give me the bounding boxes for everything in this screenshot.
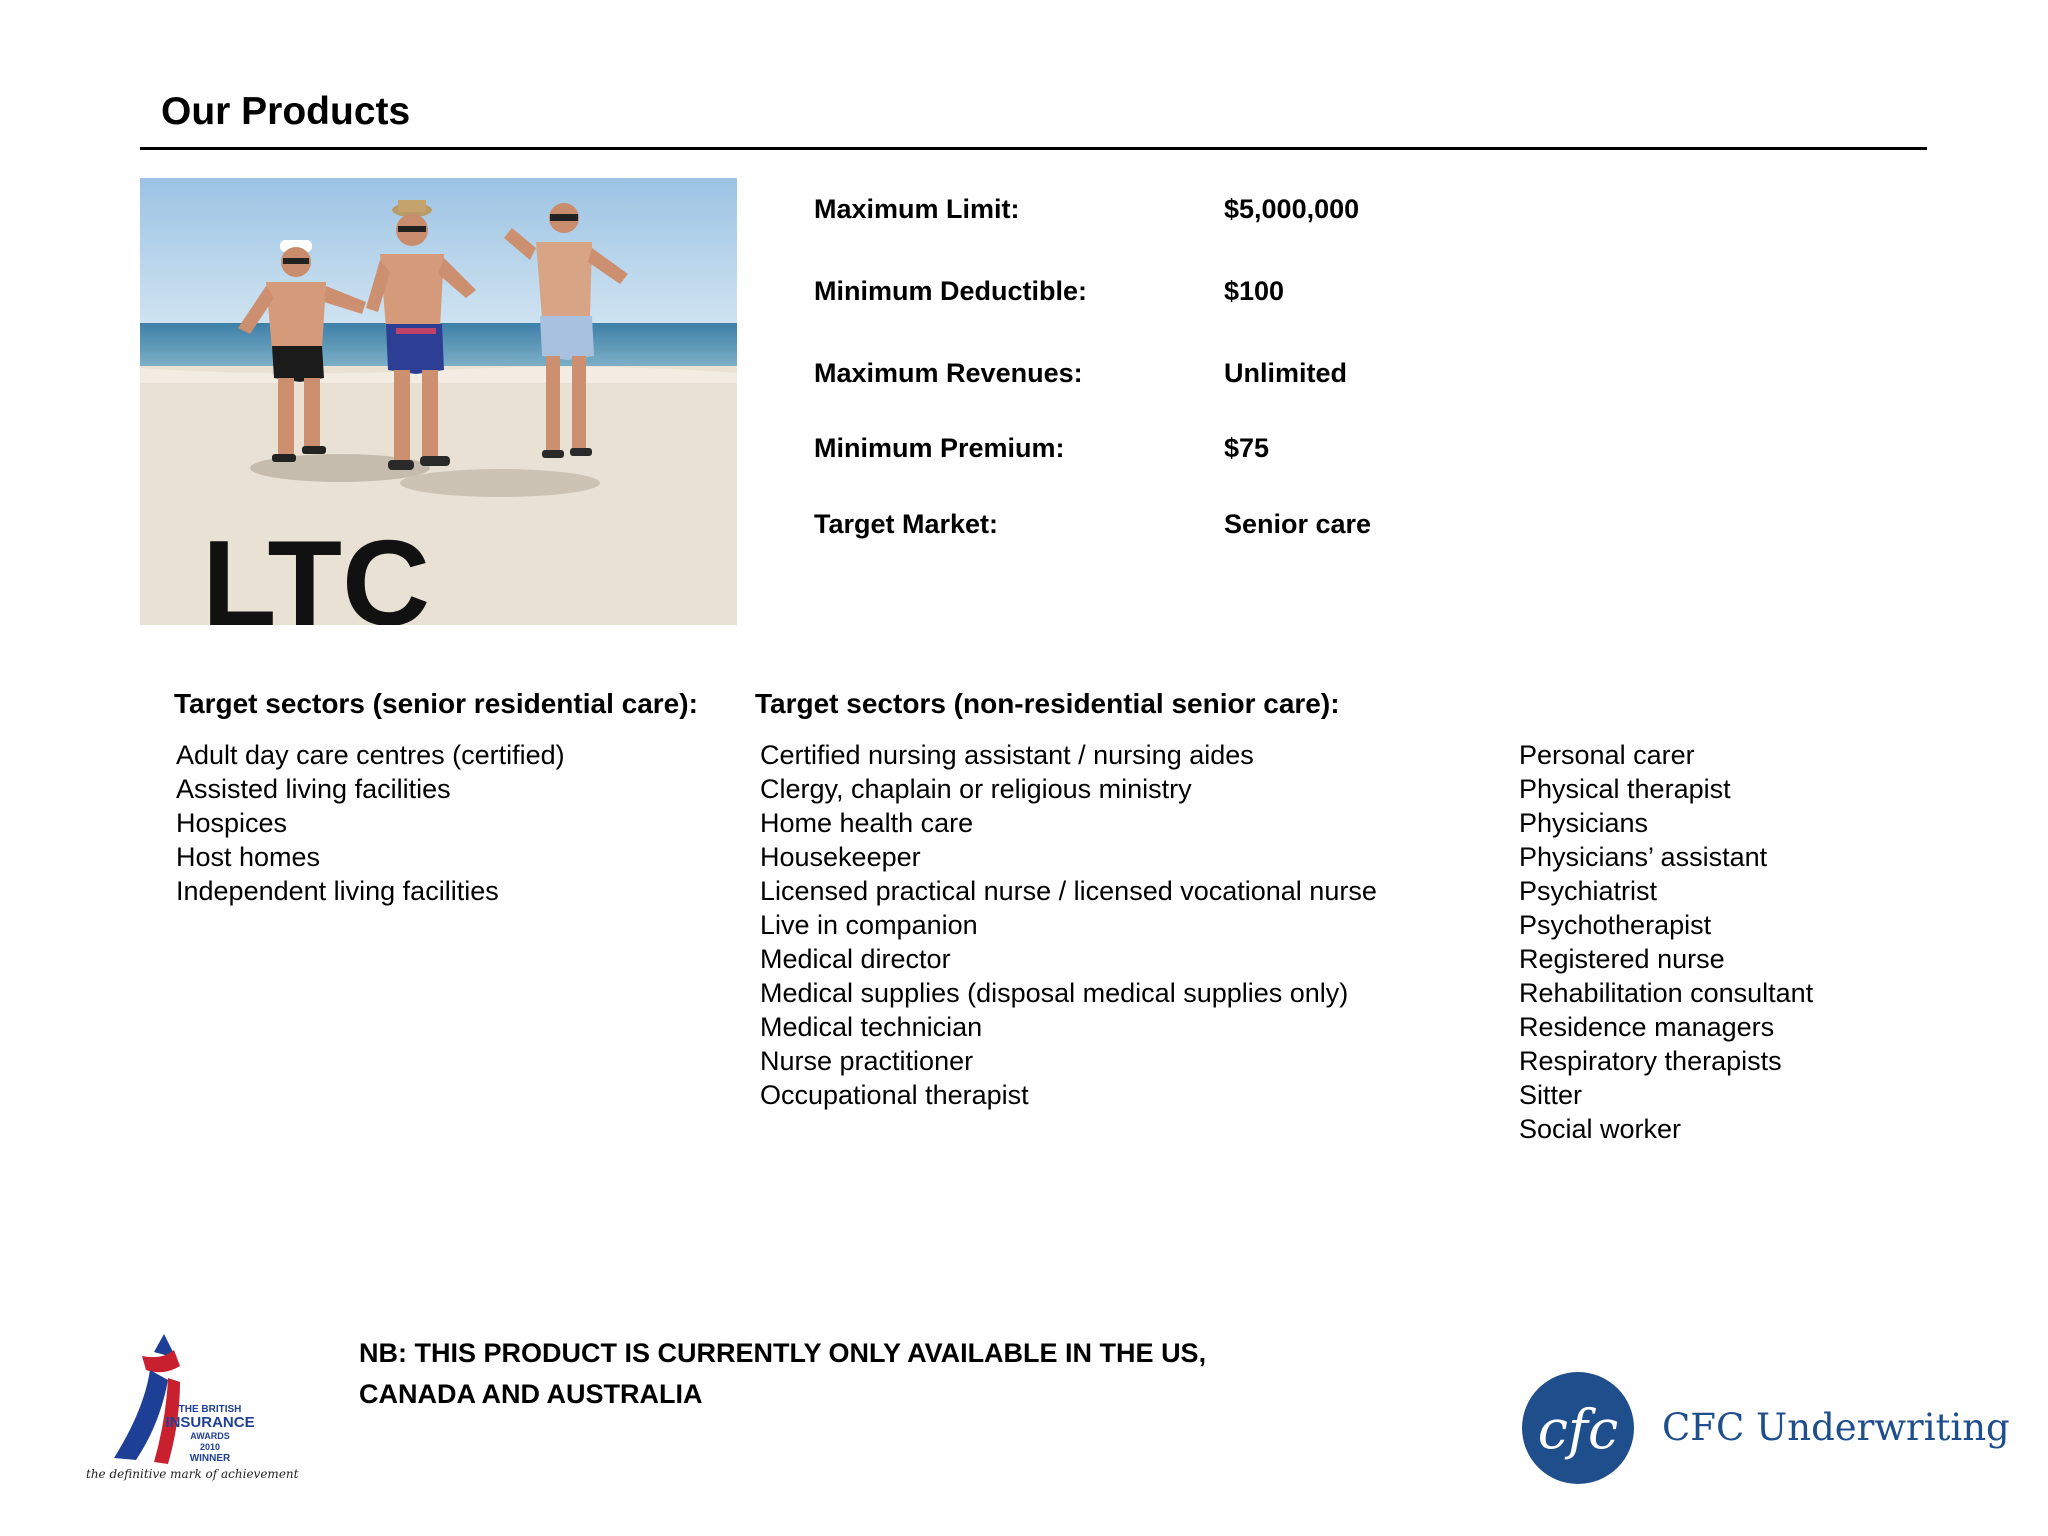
notice-line-2: CANADA AND AUSTRALIA: [359, 1379, 703, 1409]
list-item: Medical director: [760, 944, 951, 974]
list-item: Medical technician: [760, 1012, 983, 1042]
award-logo: [84, 1330, 264, 1490]
list-item: Licensed practical nurse / licensed vocational nurse: [760, 876, 1377, 906]
award-text-line2: INSURANCE: [165, 1414, 255, 1431]
list-item: Physical therapist: [1519, 774, 1731, 804]
list-item: Assisted living facilities: [176, 774, 451, 804]
list-item: Sitter: [1519, 1080, 1583, 1110]
spec-value-max-revenues: Unlimited: [1224, 358, 1348, 388]
list-item: Social worker: [1519, 1114, 1682, 1144]
spec-label-target-market: Target Market:: [814, 509, 999, 539]
list-item: Home health care: [760, 808, 974, 838]
cfc-logo: [1520, 1370, 1636, 1486]
nonresidential-sectors-list-2: [1519, 738, 1813, 1146]
list-item: Medical supplies (disposal medical supplies only): [760, 978, 1349, 1008]
list-item: Physicians’ assistant: [1519, 842, 1768, 872]
spec-label-min-deductible: Minimum Deductible:: [814, 276, 1088, 306]
list-item: Host homes: [176, 842, 321, 872]
award-tagline: the definitive mark of achievement: [86, 1467, 299, 1481]
residential-sectors-list: [176, 738, 565, 908]
list-item: Personal carer: [1519, 740, 1695, 770]
nonresidential-sectors-list-1: [760, 738, 1377, 1112]
cfc-monogram: cfc: [1537, 1398, 1619, 1461]
list-item: Occupational therapist: [760, 1080, 1029, 1110]
list-item: Clergy, chaplain or religious ministry: [760, 774, 1192, 804]
notice-line-1: NB: THIS PRODUCT IS CURRENTLY ONLY AVAILABLE IN THE US,: [359, 1338, 1207, 1368]
residential-sectors-heading: Target sectors (senior residential care):: [174, 688, 698, 719]
spec-value-target-market: Senior care: [1224, 509, 1372, 539]
list-item: Nurse practitioner: [760, 1046, 974, 1076]
spec-label-max-limit: Maximum Limit:: [814, 194, 1020, 224]
award-text-line4: 2010: [199, 1442, 221, 1452]
cfc-brand-name: CFC Underwriting: [1662, 1406, 2010, 1449]
list-item: Psychotherapist: [1519, 910, 1712, 940]
ltc-overlay-text: LTC: [202, 515, 431, 625]
award-text-line1: THE BRITISH: [178, 1404, 242, 1415]
list-item: Physicians: [1519, 808, 1649, 838]
list-item: Registered nurse: [1519, 944, 1725, 974]
title-divider: [140, 147, 1927, 150]
list-item: Certified nursing assistant / nursing aides: [760, 740, 1254, 770]
availability-notice: [359, 1333, 1206, 1415]
award-text-line5: WINNER: [189, 1453, 231, 1464]
page-title: Our Products: [161, 90, 411, 133]
spec-value-min-premium: $75: [1224, 433, 1270, 463]
list-item: Live in companion: [760, 910, 978, 940]
award-text-line3: AWARDS: [190, 1431, 230, 1441]
spec-label-max-revenues: Maximum Revenues:: [814, 358, 1083, 388]
list-item: Rehabilitation consultant: [1519, 978, 1814, 1008]
list-item: Respiratory therapists: [1519, 1046, 1782, 1076]
list-item: Independent living facilities: [176, 876, 499, 906]
list-item: Residence managers: [1519, 1012, 1775, 1042]
list-item: Hospices: [176, 808, 288, 838]
list-item: Adult day care centres (certified): [176, 740, 565, 770]
nonresidential-sectors-heading: Target sectors (non-residential senior care):: [755, 688, 1340, 719]
list-item: Housekeeper: [760, 842, 921, 872]
product-photo: [140, 178, 737, 625]
list-item: Psychiatrist: [1519, 876, 1658, 906]
spec-value-max-limit: $5,000,000: [1224, 194, 1360, 224]
spec-value-min-deductible: $100: [1224, 276, 1285, 306]
spec-label-min-premium: Minimum Premium:: [814, 433, 1065, 463]
